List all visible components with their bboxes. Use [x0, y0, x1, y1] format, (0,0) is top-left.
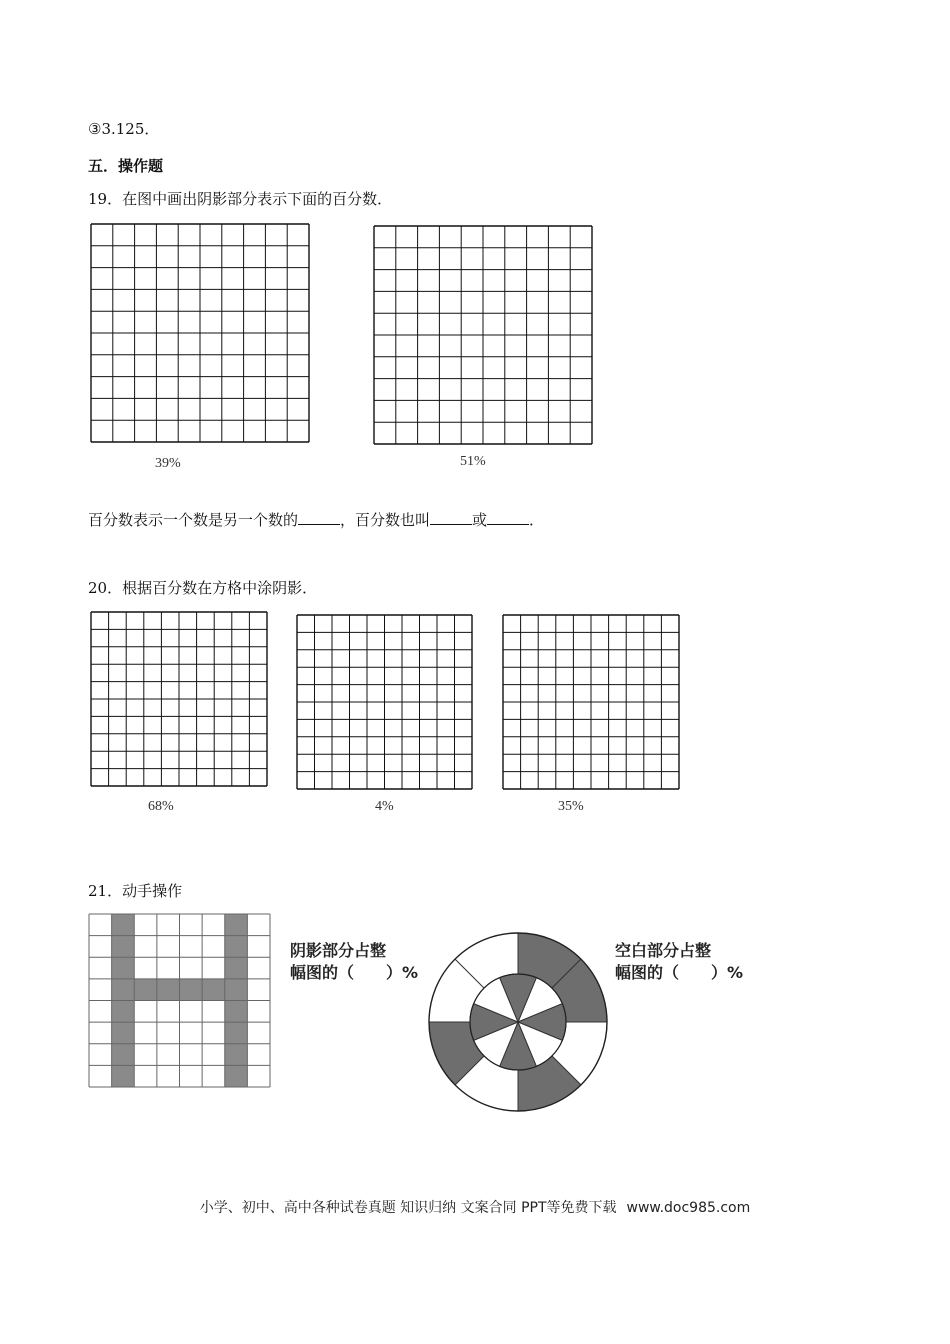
q19-fill-text-d: ． — [529, 511, 545, 529]
q19-grid-39[interactable] — [90, 223, 310, 443]
q20-grid-4[interactable] — [296, 614, 473, 790]
q19-prompt: 19．在图中画出阴影部分表示下面的百分数． — [88, 190, 393, 208]
q20-label-4: 4% — [375, 799, 394, 814]
q19-fill-text-a: 百分数表示一个数是另一个数的 — [88, 511, 299, 529]
q21-left-line2: 幅图的（ ）% — [290, 963, 419, 982]
q21-left-question — [290, 940, 418, 984]
q19-blank-3[interactable] — [487, 510, 529, 525]
shaded-cell — [225, 979, 248, 1001]
shaded-cell — [134, 979, 157, 1001]
q21-right-line2: 幅图的（ ）% — [615, 963, 744, 982]
shaded-cell — [112, 936, 135, 958]
q21-h-figure — [88, 913, 271, 1088]
shaded-cell — [225, 936, 248, 958]
q20-prompt: 20．根据百分数在方格中涂阴影． — [88, 579, 318, 597]
q19-fill-text-c: 或 — [472, 511, 488, 529]
footer-url[interactable]: www.doc985.com — [626, 1200, 751, 1216]
shaded-cell — [225, 957, 248, 979]
q19-blank-2[interactable] — [430, 510, 472, 525]
q20-grid-35[interactable] — [502, 614, 680, 790]
shaded-cell — [112, 1044, 135, 1066]
shaded-cell — [112, 979, 135, 1001]
q21-prompt: 21．动手操作 — [88, 882, 183, 900]
shaded-cell — [180, 979, 203, 1001]
shaded-cell — [112, 1022, 135, 1044]
shaded-cell — [112, 957, 135, 979]
q19-fill-sentence — [88, 509, 544, 530]
shaded-cell — [112, 1001, 135, 1023]
section-title: 五．操作题 — [88, 157, 164, 175]
shaded-cell — [112, 1065, 135, 1087]
q21-left-line1: 阴影部分占整 — [290, 941, 387, 960]
shaded-cell — [225, 914, 248, 936]
shaded-cell — [112, 914, 135, 936]
shaded-cell — [225, 1022, 248, 1044]
q19-label-39: 39% — [155, 456, 181, 471]
q19-fill-text-b: ，百分数也叫 — [340, 511, 431, 529]
shaded-cell — [225, 1001, 248, 1023]
q20-label-68: 68% — [148, 799, 174, 814]
shaded-cell — [225, 1044, 248, 1066]
q21-circle-figure — [423, 931, 613, 1113]
shaded-cell — [202, 979, 225, 1001]
page-footer — [0, 1197, 950, 1217]
q19-label-51: 51% — [460, 454, 486, 469]
q20-grid-68[interactable] — [90, 611, 268, 787]
footer-text: 小学、初中、高中各种试卷真题 知识归纳 文案合同 PPT等免费下载 — [199, 1200, 617, 1216]
shaded-cell — [157, 979, 180, 1001]
q19-grid-51[interactable] — [373, 225, 593, 445]
q20-label-35: 35% — [558, 799, 584, 814]
q21-right-question — [615, 940, 743, 984]
previous-answer: ③3.125． — [88, 120, 160, 138]
q19-blank-1[interactable] — [298, 510, 340, 525]
q21-right-line1: 空白部分占整 — [615, 941, 712, 960]
shaded-cell — [225, 1065, 248, 1087]
